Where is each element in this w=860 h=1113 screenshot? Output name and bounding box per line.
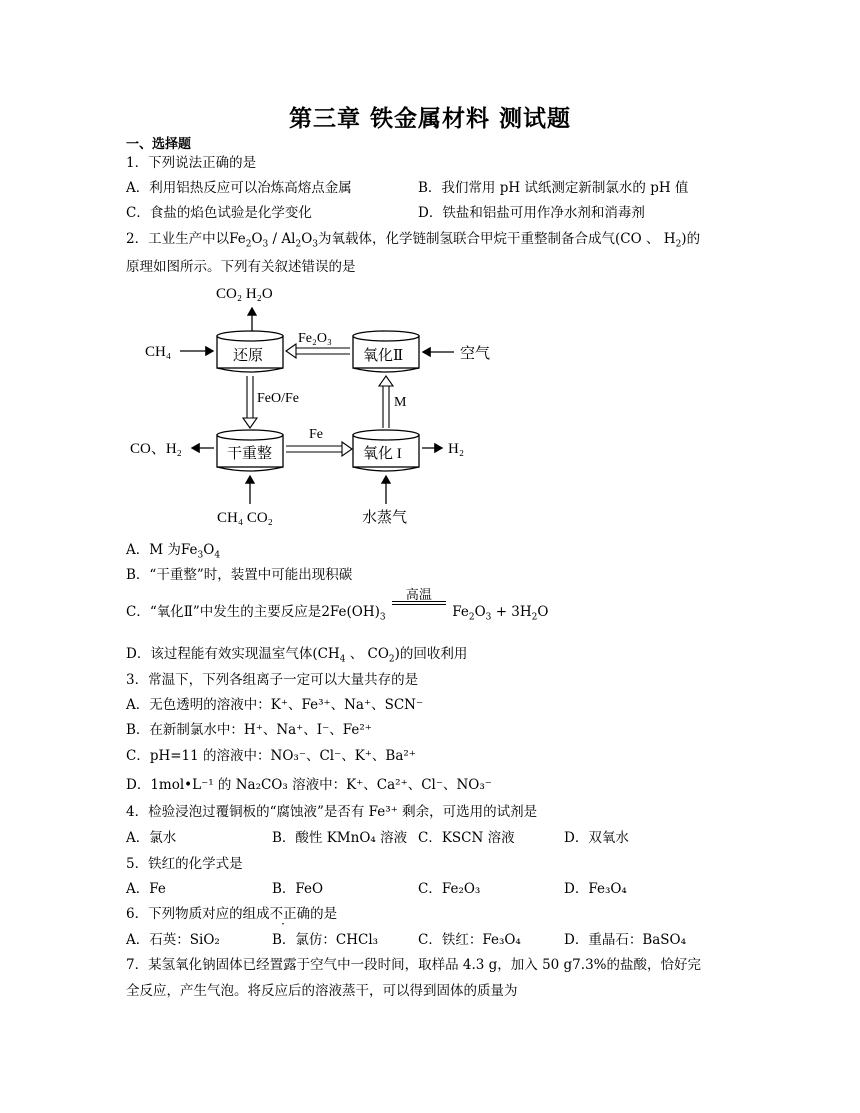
question-6-emphasis: 不正	[269, 906, 297, 922]
question-3-option-c: C．pH=11 的溶液中：NO₃⁻、Cl⁻、K⁺、Ba²⁺	[126, 748, 416, 764]
question-3-option-b: B．在新制氯水中：H⁺、Na⁺、I⁻、Fe²⁺	[126, 722, 372, 738]
question-5-option-b: B．FeO	[272, 881, 324, 897]
question-6-option-d: D．重晶石：BaSO₄	[564, 932, 687, 948]
label-fe: Fe	[309, 427, 323, 442]
drum-dry-reforming-label: 干重整	[227, 446, 273, 462]
question-2-option-b: B．“干重整”时，装置中可能出现积碳	[126, 567, 353, 583]
question-2-option-c: C．“氧化Ⅱ”中发生的主要反应是$2Fe(OH)_3$ 高温 $Fe_2O_3 + 3H_2O$	[126, 588, 549, 623]
question-3-option-d: D．1mol•L⁻¹ 的 Na₂CO₃ 溶液中：K⁺、Ca²⁺、Cl⁻、NO₃⁻	[126, 777, 492, 793]
question-4-option-d: D．双氧水	[564, 830, 629, 846]
drum-oxidation-1-label: 氧化 I	[363, 446, 402, 462]
hollow-arrow-fe2o3	[286, 344, 350, 358]
reaction-condition-label: 高温	[405, 588, 432, 603]
label-m: M	[394, 395, 407, 410]
question-5-option-a: A．Fe	[126, 881, 166, 897]
hollow-arrow-fe	[286, 442, 352, 456]
question-1-option-c: C．食盐的焰色试验是化学变化	[126, 205, 312, 221]
question-1-stem: 1．下列说法正确的是	[126, 155, 257, 171]
question-5-option-d: D．Fe₃O₄	[564, 881, 627, 897]
question-4-stem: 4．检验浸泡过覆铜板的“腐蚀液”是否有 Fe³⁺ 剩余，可选用的试剂是	[126, 804, 538, 820]
question-1-option-d: D．铁盐和铝盐可用作净水剂和消毒剂	[418, 205, 645, 221]
drum-oxidation-1	[353, 430, 419, 471]
reaction-condition	[390, 588, 448, 621]
label-ch4-co2: CH₄ CO₂	[217, 510, 273, 526]
hollow-arrow-m	[379, 376, 393, 428]
question-5-option-c: C．Fe₂O₃	[418, 881, 481, 897]
question-2-option-a: A．M 为$Fe_3O_4$	[126, 542, 221, 561]
question-6-stem	[126, 905, 337, 923]
label-feo-fe: FeO/Fe	[257, 391, 299, 406]
question-2-option-d: D．该过程能有效实现温室气体($CH_4$ 、 $CO_2$)的回收利用	[126, 646, 468, 665]
label-co2-h2o: CO₂ H₂O	[216, 286, 273, 302]
question-6-option-b: B．氯仿：CHCl₃	[272, 932, 379, 948]
question-3-stem: 3．常温下，下列各组离子一定可以大量共存的是	[126, 672, 419, 688]
drum-oxidation-2	[353, 331, 419, 372]
question-7-line-2: 全反应，产生气泡。将反应后的溶液蒸干，可以得到固体的质量为	[126, 983, 518, 999]
drum-reduce	[217, 331, 283, 372]
question-6-stem-part-2: 确的是	[296, 906, 338, 922]
label-fe2o3: Fe₂O₃	[298, 331, 332, 346]
question-1-option-a: A．利用铝热反应可以冶炼高熔点金属	[126, 180, 352, 196]
question-6-option-a: A．石英：SiO₂	[126, 932, 220, 948]
question-4-option-b: B．酸性 KMnO₄ 溶液	[272, 830, 408, 846]
drum-dry-reforming	[217, 430, 283, 471]
process-diagram	[120, 278, 520, 533]
label-steam: 水蒸气	[362, 510, 408, 526]
section-heading: 一、选择题	[126, 137, 192, 152]
drum-oxidation-2-label: 氧化Ⅱ	[363, 348, 404, 364]
question-4-option-c: C．KSCN 溶液	[418, 830, 515, 846]
question-2-stem-part-1: 2．工业生产中以	[126, 231, 230, 247]
question-1-option-b: B．我们常用 pH 试纸测定新制氯水的 pH 值	[418, 180, 689, 196]
question-2-option-d-text: D．该过程能有效实现温室气体(	[126, 646, 318, 662]
question-6-stem-part-1: 6．下列物质对应的组成	[126, 906, 270, 922]
page-title: 第三章 铁金属材料 测试题	[288, 106, 571, 132]
question-2-option-d-text-end: )的回收利用	[394, 646, 468, 662]
question-2-stem-line-2: 原理如图所示。下列有关叙述错误的是	[126, 259, 356, 275]
question-2-stem-part-3: )的	[681, 231, 701, 247]
question-3-option-a: A．无色透明的溶液中：K⁺、Fe³⁺、Na⁺、SCN⁻	[126, 697, 424, 713]
question-2-stem: 2．工业生产中以$Fe_2O_3 / Al_2O_3$为氧载体，化学链制氢联合甲烷干重整制备合成气(CO 、 $H_2$)的	[126, 231, 701, 250]
label-air: 空气	[460, 346, 491, 362]
question-2-option-c-text: C．“氧化Ⅱ”中发生的主要反应是	[126, 604, 322, 620]
question-5-stem: 5．铁红的化学式是	[126, 856, 243, 872]
question-7-line-1: 7．某氢氧化钠固体已经置露于空气中一段时间，取样品 4.3 g，加入 50 g7.3%的盐酸，恰好完	[126, 957, 701, 973]
drum-reduce-label: 还原	[233, 348, 264, 364]
label-co-h2: CO、H₂	[130, 441, 182, 457]
hollow-arrow-feo-fe	[243, 376, 257, 428]
label-h2-output: H₂	[448, 441, 465, 457]
question-2-stem-part-2: 为氧载体，化学链制氢联合甲烷干重整制备合成气(	[318, 231, 621, 247]
question-2-option-a-text: A．M 为	[126, 542, 181, 558]
label-ch4-input: CH₄	[145, 344, 172, 360]
question-4-option-a: A．氯水	[126, 830, 177, 846]
question-6-option-c: C．铁红：Fe₃O₄	[418, 932, 521, 948]
